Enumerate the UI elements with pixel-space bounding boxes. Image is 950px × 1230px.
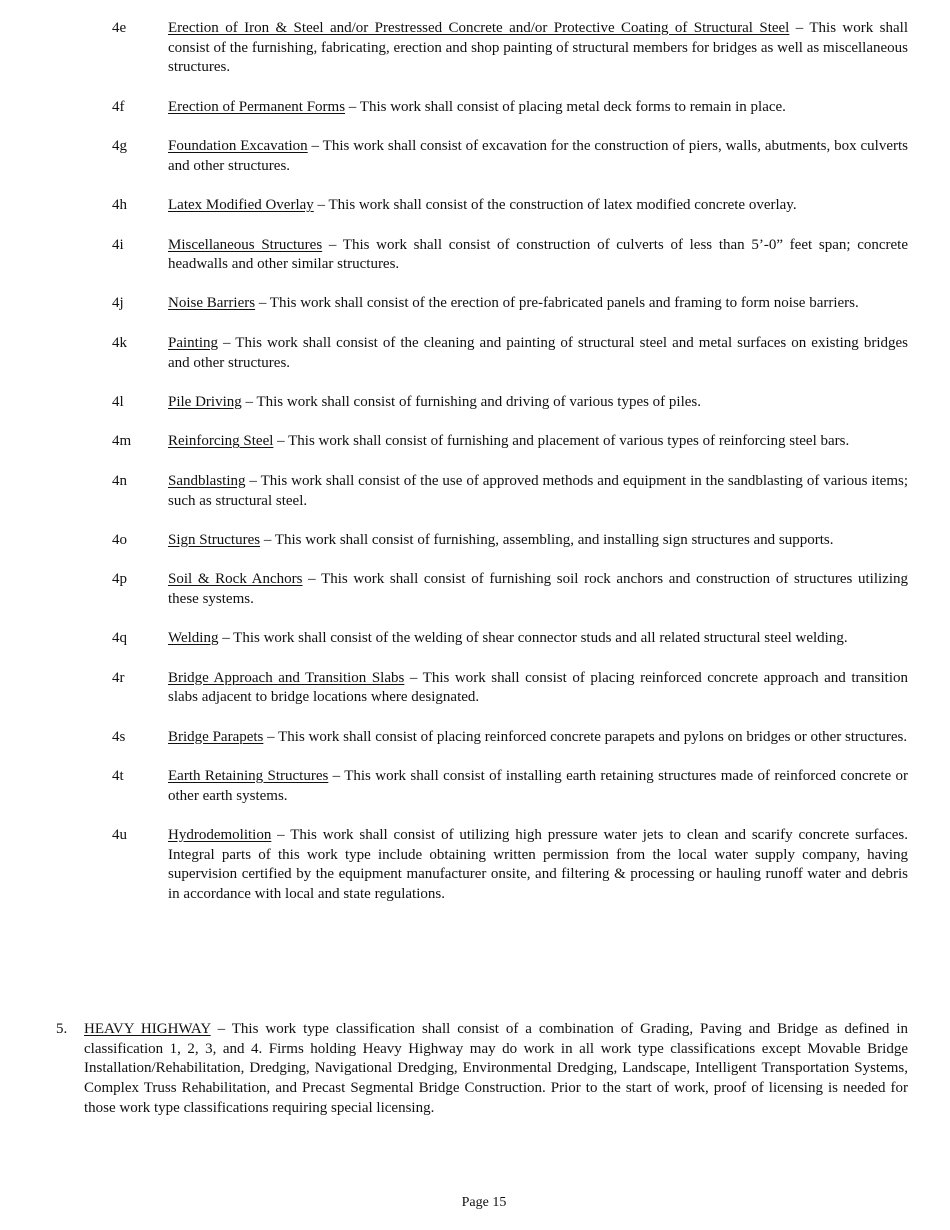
subsection-text <box>168 432 908 452</box>
subsection-text <box>168 669 908 708</box>
subsection-term: Erection of Permanent Forms <box>168 98 346 115</box>
subsection-term: Bridge Parapets <box>168 728 264 745</box>
section-description: – This work type classification shall consist of a combination of Grading, Paving and Bridge as defined in classification 1, 2, 3, and 4. Firms holding Heavy Highway may do work in all work type classifications except Movable Bridge Installation/Rehabilitation, Dredging, Navigational Dredging, Environmental Dredging, Landscape, Intelligent Transportation Systems, Complex Truss Rehabilitation, and Precast Segmental Bridge Construction. Prior to the start of work, proof of licensing is needed for those work type classifications requiring special licensing. <box>84 1021 908 1116</box>
subsection-item <box>0 629 950 649</box>
subsection-item <box>0 826 950 905</box>
subsection-description: – This work shall consist of construction of culverts of less than 5’-0” feet span; concrete headwalls and other similar structures. <box>168 236 909 273</box>
subsection-text <box>168 472 908 511</box>
subsection-description: – This work shall consist of the furnishing, fabricating, erection and shop painting of structural members for bridges as well as miscellaneous structures. <box>168 20 908 76</box>
subsection-term: Welding <box>168 630 219 647</box>
section-heavy-highway <box>0 1020 950 1119</box>
subsection-term: Foundation Excavation <box>168 138 308 155</box>
subsection-term: Earth Retaining Structures <box>168 768 329 785</box>
subsection-text <box>168 767 908 806</box>
subsection-text <box>168 629 908 649</box>
subsection-description: – This work shall consist of furnishing and driving of various types of piles. <box>241 393 702 410</box>
subsection-code: 4g <box>112 138 127 155</box>
subsection-description: – This work shall consist of furnishing and placement of various types of reinforcing steel bars. <box>273 433 850 450</box>
subsection-term: Latex Modified Overlay <box>168 197 314 214</box>
page-footer <box>0 1193 950 1213</box>
subsection-item <box>0 767 950 806</box>
subsection-code: 4p <box>112 571 127 588</box>
subsection-text <box>168 334 908 373</box>
subsection-text <box>168 196 908 216</box>
subsection-text <box>168 826 908 905</box>
subsection-item <box>0 137 950 176</box>
section-text <box>84 1020 908 1119</box>
subsection-text <box>168 728 908 748</box>
subsection-description: – This work shall consist of furnishing soil rock anchors and construction of structures utilizing these systems. <box>168 571 908 607</box>
subsection-term: Hydrodemolition <box>168 826 272 843</box>
subsection-item <box>0 334 950 373</box>
subsection-code: 4u <box>112 826 127 843</box>
subsection-description: – This work shall consist of installing earth retaining structures made of reinforced concrete or other earth systems. <box>168 768 908 804</box>
subsection-text <box>168 19 908 78</box>
subsection-description: – This work shall consist of the use of approved methods and equipment in the sandblasting of various items; such as structural steel. <box>168 472 908 509</box>
subsection-code: 4q <box>112 630 127 647</box>
subsection-description: – This work shall consist of placing metal deck forms to remain in place. <box>345 98 786 115</box>
subsection-description: – This work shall consist of furnishing, assembling, and installing sign structures and supports. <box>260 531 834 548</box>
subsection-text <box>168 393 908 413</box>
section-term: HEAVY HIGHWAY <box>84 1021 211 1037</box>
subsection-term: Miscellaneous Structures <box>168 236 323 253</box>
subsection-term: Painting <box>168 334 219 351</box>
subsection-code: 4k <box>112 334 127 351</box>
subsection-description: – This work shall consist of the cleaning and painting of structural steel and metal surfaces on existing bridges and other structures. <box>168 334 908 371</box>
subsection-list <box>0 19 950 924</box>
subsection-term: Bridge Approach and Transition Slabs <box>168 669 405 686</box>
section-number: 5. <box>56 1021 68 1037</box>
subsection-term: Sign Structures <box>168 531 261 548</box>
subsection-item <box>0 570 950 609</box>
subsection-item <box>0 531 950 551</box>
subsection-term: Noise Barriers <box>168 295 256 312</box>
subsection-code: 4o <box>112 531 127 548</box>
subsection-code: 4j <box>112 295 124 312</box>
subsection-text <box>168 236 908 275</box>
subsection-code: 4e <box>112 20 127 36</box>
subsection-description: – This work shall consist of utilizing high pressure water jets to clean and scarify concrete surfaces. Integral parts of this work type include obtaining written permission from the local water supply company, having supervision certified by the equipment manufacturer onsite, and filtering & processing or hauling runoff water and debris in accordance with local and state regulations. <box>168 826 908 903</box>
subsection-code: 4r <box>112 669 125 686</box>
subsection-description: – This work shall consist of the welding of shear connector studs and all related structural steel welding. <box>218 630 848 647</box>
subsection-code: 4i <box>112 236 124 253</box>
subsection-description: – This work shall consist of excavation for the construction of piers, walls, abutments, box culverts and other structures. <box>168 138 908 174</box>
subsection-term: Pile Driving <box>168 393 242 410</box>
subsection-code: 4l <box>112 393 124 410</box>
subsection-text <box>168 570 908 609</box>
subsection-text <box>168 98 908 118</box>
page-number: Page 15 <box>461 1195 507 1210</box>
subsection-code: 4n <box>112 472 127 489</box>
subsection-text <box>168 294 908 314</box>
subsection-description: – This work shall consist of the erection of pre-fabricated panels and framing to form noise barriers. <box>255 295 859 312</box>
subsection-item <box>0 669 950 708</box>
subsection-description: – This work shall consist of placing reinforced concrete approach and transition slabs adjacent to bridge locations where designated. <box>168 669 908 706</box>
subsection-code: 4h <box>112 197 127 214</box>
subsection-item <box>0 294 950 314</box>
subsection-item <box>0 236 950 275</box>
subsection-description: – This work shall consist of the construction of latex modified concrete overlay. <box>313 197 797 214</box>
subsection-item <box>0 728 950 748</box>
subsection-text <box>168 531 908 551</box>
subsection-code: 4t <box>112 768 124 785</box>
subsection-item <box>0 432 950 452</box>
subsection-text <box>168 137 908 176</box>
subsection-item <box>0 19 950 78</box>
subsection-term: Erection of Iron & Steel and/or Prestressed Concrete and/or Protective Coating of Structural Steel <box>168 20 790 36</box>
subsection-code: 4m <box>112 433 132 450</box>
subsection-code: 4f <box>112 98 125 115</box>
subsection-item <box>0 98 950 118</box>
subsection-description: – This work shall consist of placing reinforced concrete parapets and pylons on bridges or other structures. <box>263 728 908 745</box>
subsection-term: Soil & Rock Anchors <box>168 571 303 588</box>
subsection-term: Sandblasting <box>168 472 246 489</box>
subsection-item <box>0 472 950 511</box>
subsection-item <box>0 196 950 216</box>
subsection-code: 4s <box>112 728 126 745</box>
subsection-term: Reinforcing Steel <box>168 433 274 450</box>
subsection-item <box>0 393 950 413</box>
